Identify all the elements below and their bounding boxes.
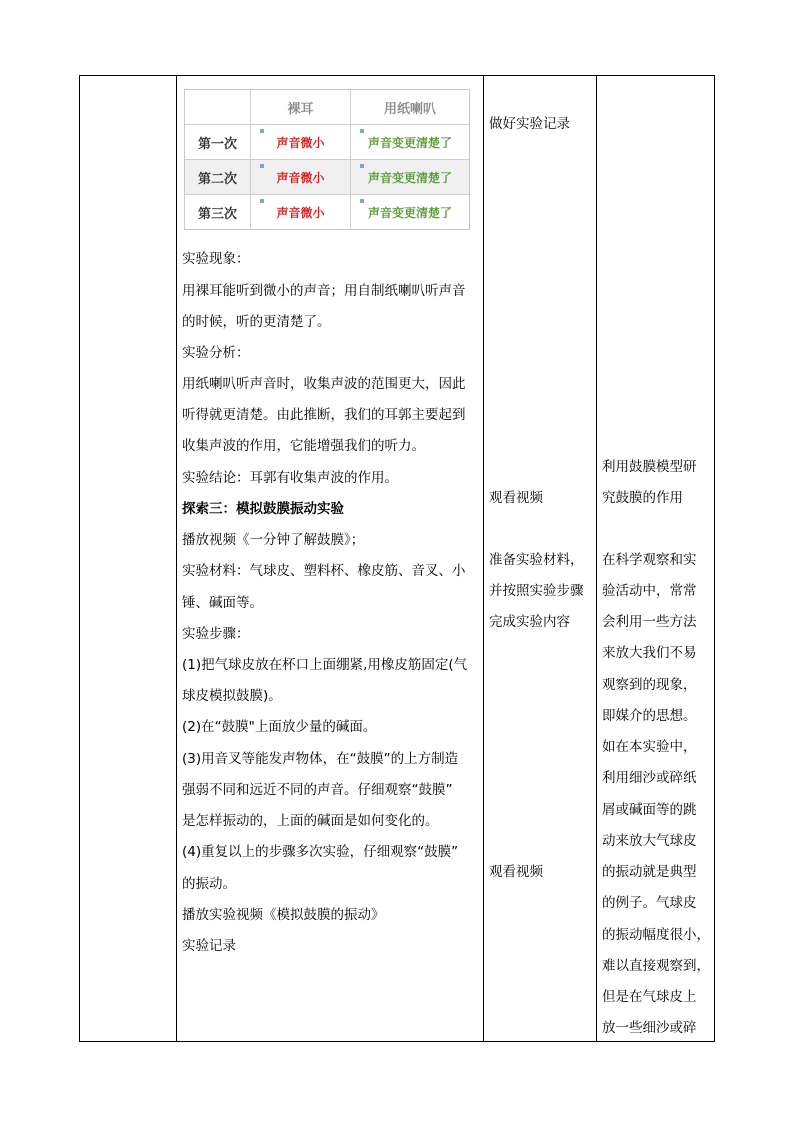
row-label: 第三次 <box>185 195 251 229</box>
column-divider <box>483 76 484 1041</box>
text-line: 用裸耳能听到微小的声音；用自制纸喇叭听声音 <box>182 283 466 299</box>
text-line: 实验步骤： <box>182 626 250 642</box>
bare-ear-result: 声音微小 <box>276 135 325 150</box>
text-line: 完成实验内容 <box>489 614 570 630</box>
text-line: 的时候，听的更清楚了。 <box>182 314 331 330</box>
text-line: 利用细沙或碎纸 <box>602 770 697 786</box>
text-line: 但是在气球皮上 <box>602 989 697 1005</box>
experiment-record-table <box>184 89 470 230</box>
header-cell: 裸耳 <box>251 90 351 124</box>
text-line: 锤、碱面等。 <box>182 595 263 611</box>
text-line: 的振动就是典型 <box>602 864 697 880</box>
bare-ear-result: 声音微小 <box>276 170 325 185</box>
paper-horn-result: 声音变更清楚了 <box>367 135 452 150</box>
paper-horn-result: 声音变更清楚了 <box>367 205 452 220</box>
text-line: 在科学观察和实 <box>602 552 697 568</box>
text-line: 屑或碱面等的跳 <box>602 802 697 818</box>
text-line: 并按照实验步骤 <box>489 583 584 599</box>
table-row <box>185 195 469 229</box>
text-line: 动来放大气球皮 <box>602 833 697 849</box>
text-line: 难以直接观察到， <box>602 958 710 974</box>
header-cell: 用纸喇叭 <box>383 101 436 117</box>
paper-horn-cell <box>351 195 469 229</box>
bare-ear-result: 声音微小 <box>276 205 325 220</box>
text-line: 实验记录 <box>182 938 236 954</box>
paper-horn-cell <box>351 160 469 194</box>
text-line: 做好实验记录 <box>489 116 570 132</box>
text-line: 强弱不同和远近不同的声音。仔细观察“鼓膜” <box>182 782 453 798</box>
bare-ear-cell <box>251 160 351 194</box>
text-line: 收集声波的作用，它能增强我们的听力。 <box>182 438 425 454</box>
row-label: 第一次 <box>185 125 251 159</box>
section-heading: 探索三：模拟鼓膜振动实验 <box>182 501 344 517</box>
header-cell <box>185 90 251 124</box>
text-line: 来放大我们不易 <box>602 645 697 661</box>
table-row <box>185 125 469 160</box>
text-line: 如在本实验中， <box>602 739 697 755</box>
text-line: (4)重复以上的步骤多次实验，仔细观察“鼓膜” <box>182 844 459 860</box>
text-line: 究鼓膜的作用 <box>602 490 683 506</box>
text-line: 是怎样振动的，上面的碱面是如何变化的。 <box>182 813 439 829</box>
bare-ear-cell <box>251 125 351 159</box>
text-line: 实验现象： <box>182 251 250 267</box>
cell-marker-icon <box>360 199 364 203</box>
text-line: 观察到的现象， <box>602 677 697 693</box>
bare-ear-cell <box>251 195 351 229</box>
text-line: 利用鼓膜模型研 <box>602 459 697 475</box>
cell-marker-icon <box>360 164 364 168</box>
text-line: 会利用一些方法 <box>602 614 697 630</box>
cell-marker-icon <box>260 199 264 203</box>
paper-horn-cell <box>351 125 469 159</box>
text-line: (1)把气球皮放在杯口上面绷紧,用橡皮筋固定(气 <box>182 657 468 673</box>
row-label: 第二次 <box>185 160 251 194</box>
text-line: 实验材料：气球皮、塑料杯、橡皮筋、音叉、小 <box>182 563 466 579</box>
text-line: 用纸喇叭听声音时，收集声波的范围更大，因此 <box>182 376 466 392</box>
text-line: 的振动幅度很小， <box>602 927 710 943</box>
text-line: 的振动。 <box>182 876 236 892</box>
text-line: 放一些细沙或碎 <box>602 1020 697 1036</box>
text-line: 听得就更清楚。由此推断，我们的耳郭主要起到 <box>182 407 466 423</box>
text-line: 实验结论：耳郭有收集声波的作用。 <box>182 470 398 486</box>
cell-marker-icon <box>360 129 364 133</box>
text-line: 的例子。气球皮 <box>602 895 697 911</box>
cell-marker-icon <box>260 164 264 168</box>
paper-horn-result: 声音变更清楚了 <box>367 170 452 185</box>
text-line: 实验分析： <box>182 345 250 361</box>
text-line: 播放实验视频《模拟鼓膜的振动》 <box>182 907 385 923</box>
table-row <box>185 160 469 195</box>
text-line: 即媒介的思想。 <box>602 708 697 724</box>
column-divider <box>176 76 177 1041</box>
text-line: (2)在“鼓膜"上面放少量的碱面。 <box>182 719 377 735</box>
text-line: 准备实验材料， <box>489 552 584 568</box>
text-line: 球皮模拟鼓膜)。 <box>182 688 282 704</box>
text-line: 观看视频 <box>489 864 543 880</box>
text-line: 验活动中，常常 <box>602 583 697 599</box>
text-line: (3)用音叉等能发声物体，在“鼓膜”的上方制造 <box>182 751 459 767</box>
table-header-row <box>185 90 469 125</box>
cell-marker-icon <box>260 129 264 133</box>
column-divider <box>596 76 597 1041</box>
text-line: 观看视频 <box>489 490 543 506</box>
text-line: 播放视频《一分钟了解鼓膜》； <box>182 532 365 548</box>
